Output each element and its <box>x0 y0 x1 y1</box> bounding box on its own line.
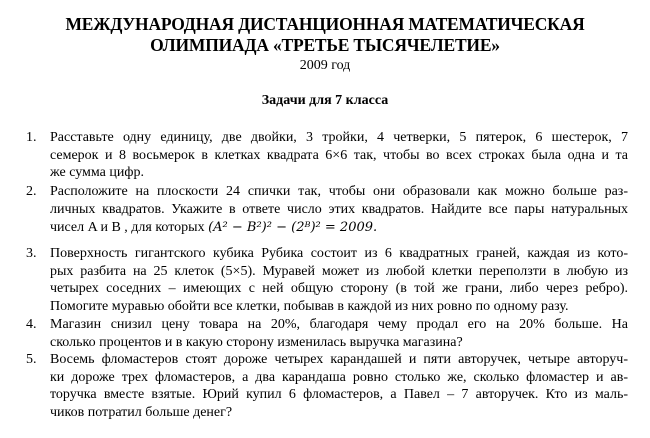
problem-text-line: торучка вместе взятые. Юрий купил 6 фломастеров, а Павел – 7 авторучек. Кто из маль- <box>50 387 628 402</box>
problem-text-line: ки дороже трех фломастеров, а два карандаша ровно столько же, сколько фломастер и ав- <box>50 369 628 385</box>
olympiad-title-line-2: ОЛИМПИАДА «ТРЕТЬЕ ТЫСЯЧЕЛЕТИЕ» <box>150 35 500 55</box>
olympiad-year: 2009 год <box>299 58 351 73</box>
problem-text-fragment: чисел A и B , для которых <box>50 219 205 235</box>
problem-text-line: чиков потратил больше денег? <box>50 404 233 420</box>
problem-number: 3. <box>26 246 37 261</box>
problem-text-line: четырех соседних – имеющих с ней общую сторону (в той же грани, либо через ребро). <box>50 281 628 296</box>
problem-text-line: личных квадратов. Укажите в ответе число этих квадратов. Найдите все пары натуральных <box>50 201 628 217</box>
problem-text-line-with-formula <box>50 219 628 237</box>
problem-text-line: сколько процентов и в какую сторону изменилась выручка магазина? <box>50 334 463 350</box>
problem-text-line: Расставьте одну единицу, две двойки, 3 тройки, 4 четверки, 5 пятерок, 6 шестерок, 7 <box>50 130 628 145</box>
problem-text-line: же сумма цифр. <box>50 165 144 180</box>
problem-text-line: Помогите муравью обойти все клетки, побывав в каждой из них ровно по одному разу. <box>50 298 569 314</box>
problem-text-line: Расположите на плоскости 24 спички так, чтобы они образовали как можно больше раз- <box>50 184 628 199</box>
problem-text-line: семерок и 8 восьмерок в клетках квадрата 6×6 так, чтобы во всех строках была одна и та <box>50 147 628 163</box>
problem-number: 2. <box>26 184 37 199</box>
problem-number: 4. <box>26 317 37 332</box>
equation-formula: (A² − B²)² − (2ᴮ)² = 2009. <box>208 219 378 235</box>
problem-text-line: Поверхность гигантского кубика Рубика состоит из 6 квадратных граней, каждая из кото- <box>50 246 628 261</box>
problem-text-line: Восемь фломастеров стоят дороже четырех карандашей и пяти авторучек, четыре авторуч- <box>50 352 628 367</box>
grade-heading: Задачи для 7 класса <box>261 93 389 108</box>
problem-text-line: рых разбита на 25 клеток (5×5). Муравей может из любой клетки переползти в любую из <box>50 263 628 279</box>
problem-number: 5. <box>26 352 37 367</box>
olympiad-title-line-1: МЕЖДУНАРОДНАЯ ДИСТАНЦИОННАЯ МАТЕМАТИЧЕСКАЯ <box>65 14 585 34</box>
problem-text-line: Магазин снизил цену товара на 20%, благодаря чему продал его на 20% больше. На <box>50 317 628 332</box>
problem-number: 1. <box>26 130 37 145</box>
